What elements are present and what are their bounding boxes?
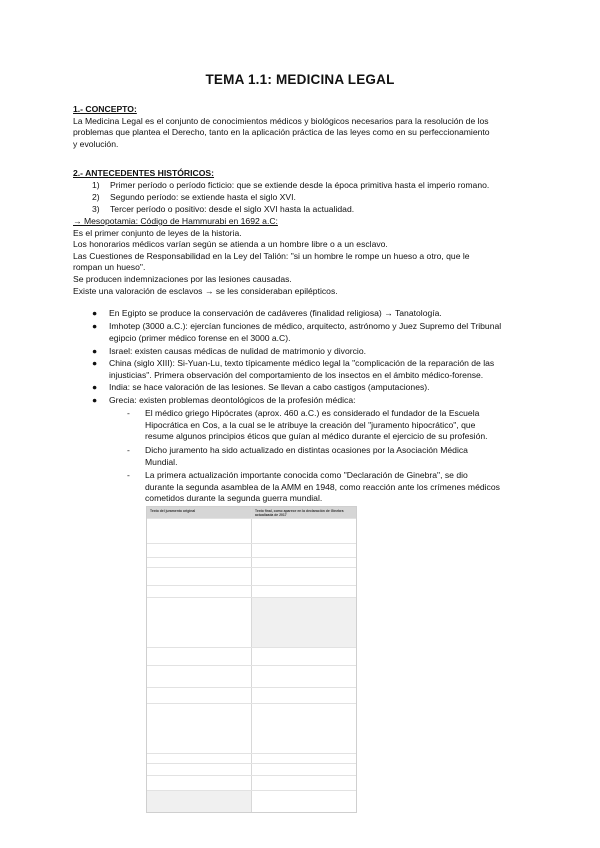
bullet-icon: ● bbox=[92, 321, 98, 331]
section-antecedentes bbox=[73, 168, 533, 180]
dash-line: La primera actualización importante conocida como "Declaración de Ginebra", se dio bbox=[145, 470, 468, 480]
dash-line: El médico griego Hipócrates (aprox. 460 a.C.) es considerado el fundador de la Escuela bbox=[145, 408, 480, 418]
bullet-line: China (siglo XIII): Si-Yuan-Lu, texto típicamente médico legal la "complicación de la reparación de las bbox=[109, 358, 495, 368]
section-heading-concepto: 1.- CONCEPTO: bbox=[73, 104, 137, 114]
concepto-line: problemas que plantea el Derecho, tanto en la aplicación práctica de las leyes como en su perfeccionamiento bbox=[73, 127, 490, 138]
table-row-divider bbox=[147, 790, 356, 791]
mesopotamia-line: Las Cuestiones de Responsabilidad en la Ley del Talión: "si un hombre le rompe un hueso a otro, que le bbox=[73, 250, 470, 261]
concepto-line: La Medicina Legal es el conjunto de conocimientos médicos y biológicos necesarios para la resolución de los bbox=[73, 115, 489, 126]
table-header-ginebra: Texto final, como aparece en la declaración de Ginebra actualizada de 2017 bbox=[255, 509, 344, 517]
bullet-line: Grecia: existen problemas deontológicos de la profesión médica: bbox=[109, 395, 356, 405]
dash-marker: - bbox=[127, 445, 130, 455]
bullet-line: egipcio (primer médico forense en el 3000 a.C). bbox=[109, 332, 291, 343]
table-row-divider bbox=[147, 763, 356, 764]
bullet-icon: ● bbox=[92, 395, 98, 405]
bullet-line: Imhotep (3000 a.C.): ejercían funciones de médico, arquitecto, astrónomo y Juez Supremo del Tribunal bbox=[109, 321, 502, 331]
table-row-divider bbox=[147, 703, 356, 704]
dash-line: cometidos durante la segunda guerra mundial. bbox=[145, 493, 323, 504]
dash-line: Mundial. bbox=[145, 456, 178, 467]
period-item bbox=[92, 180, 532, 192]
mesopotamia-heading: → Mesopotamia: Código de Hammurabi en 1692 a.C: bbox=[73, 216, 278, 226]
table-shaded-cell bbox=[147, 790, 251, 812]
dash-line: Dicho juramento ha sido actualizado en distintas ocasiones por la Asociación Médica bbox=[145, 445, 468, 455]
mesopotamia-line: Se producen indemnizaciones por las lesiones causadas. bbox=[73, 273, 292, 284]
mesopotamia-line: Existe una valoración de esclavos → se les consideraban epilépticos. bbox=[73, 285, 338, 296]
period-text: Segundo período: se extiende hasta el siglo XVI. bbox=[110, 192, 296, 202]
bullet-icon: ● bbox=[92, 382, 98, 392]
bullet-icon: ● bbox=[92, 358, 98, 368]
period-number: 1) bbox=[92, 180, 100, 190]
dash-marker: - bbox=[127, 470, 130, 480]
table-column-divider bbox=[251, 507, 252, 812]
mesopotamia-line: Los honorarios médicos varían según se atienda a un hombre libre o a un esclavo. bbox=[73, 239, 388, 250]
section-heading-antecedentes: 2.- ANTECEDENTES HISTÓRICOS: bbox=[73, 168, 215, 178]
bullet-line: Israel: existen causas médicas de nulidad de matrimonio y divorcio. bbox=[109, 346, 366, 356]
table-row-divider bbox=[147, 687, 356, 688]
table-row-divider bbox=[147, 597, 356, 598]
mesopotamia-block bbox=[73, 216, 533, 297]
mesopotamia-line: rompan un hueso". bbox=[73, 262, 146, 273]
period-number: 3) bbox=[92, 204, 100, 214]
period-number: 2) bbox=[92, 192, 100, 202]
table-shaded-cell bbox=[252, 597, 356, 647]
table-row-divider bbox=[147, 557, 356, 558]
period-text: Tercer período o positivo: desde el siglo XVI hasta la actualidad. bbox=[110, 204, 355, 214]
dash-line: resume algunos principios éticos que guían al médico durante el ejercicio de su profesión. bbox=[145, 431, 488, 442]
bullet-line: injusticias". Primera observación del comportamiento de los insectos en el ámbito médico-forense. bbox=[109, 369, 484, 380]
dash-line: Hipocrática en Cos, a la cual se le atribuye la creación del "juramento hipocrático", que bbox=[145, 419, 476, 430]
period-item bbox=[92, 192, 532, 204]
concepto-line: y evolución. bbox=[73, 138, 119, 149]
table-row-divider bbox=[147, 567, 356, 568]
mesopotamia-line: Es el primer conjunto de leyes de la historia. bbox=[73, 227, 242, 238]
period-item bbox=[92, 204, 532, 216]
dash-marker: - bbox=[127, 408, 130, 418]
bullet-icon: ● bbox=[92, 308, 98, 318]
table-row-divider bbox=[147, 775, 356, 776]
table-row-divider bbox=[147, 543, 356, 544]
page-title: TEMA 1.1: MEDICINA LEGAL bbox=[205, 72, 395, 87]
bullet-line: India: se hace valoración de las lesiones. Se llevan a cabo castigos (amputaciones). bbox=[109, 382, 430, 392]
bullet-line: En Egipto se produce la conservación de cadáveres (finalidad religiosa) → Tanatología. bbox=[109, 308, 442, 318]
dash-line: durante la segunda asamblea de la AMM en 1948, como reacción ante los crímenes médicos bbox=[145, 481, 500, 492]
table-row-divider bbox=[147, 518, 356, 519]
period-text: Primer período o período ficticio: que se extiende desde la época primitiva hasta el imperio romano. bbox=[110, 180, 490, 190]
table-row-divider bbox=[147, 585, 356, 586]
table-row-divider bbox=[147, 647, 356, 648]
oath-comparison-table bbox=[146, 506, 357, 813]
table-row-divider bbox=[147, 665, 356, 666]
table-header-original: Texto del juramento original bbox=[150, 509, 196, 513]
table-row-divider bbox=[147, 753, 356, 754]
bullet-icon: ● bbox=[92, 346, 98, 356]
section-concepto bbox=[73, 104, 533, 150]
